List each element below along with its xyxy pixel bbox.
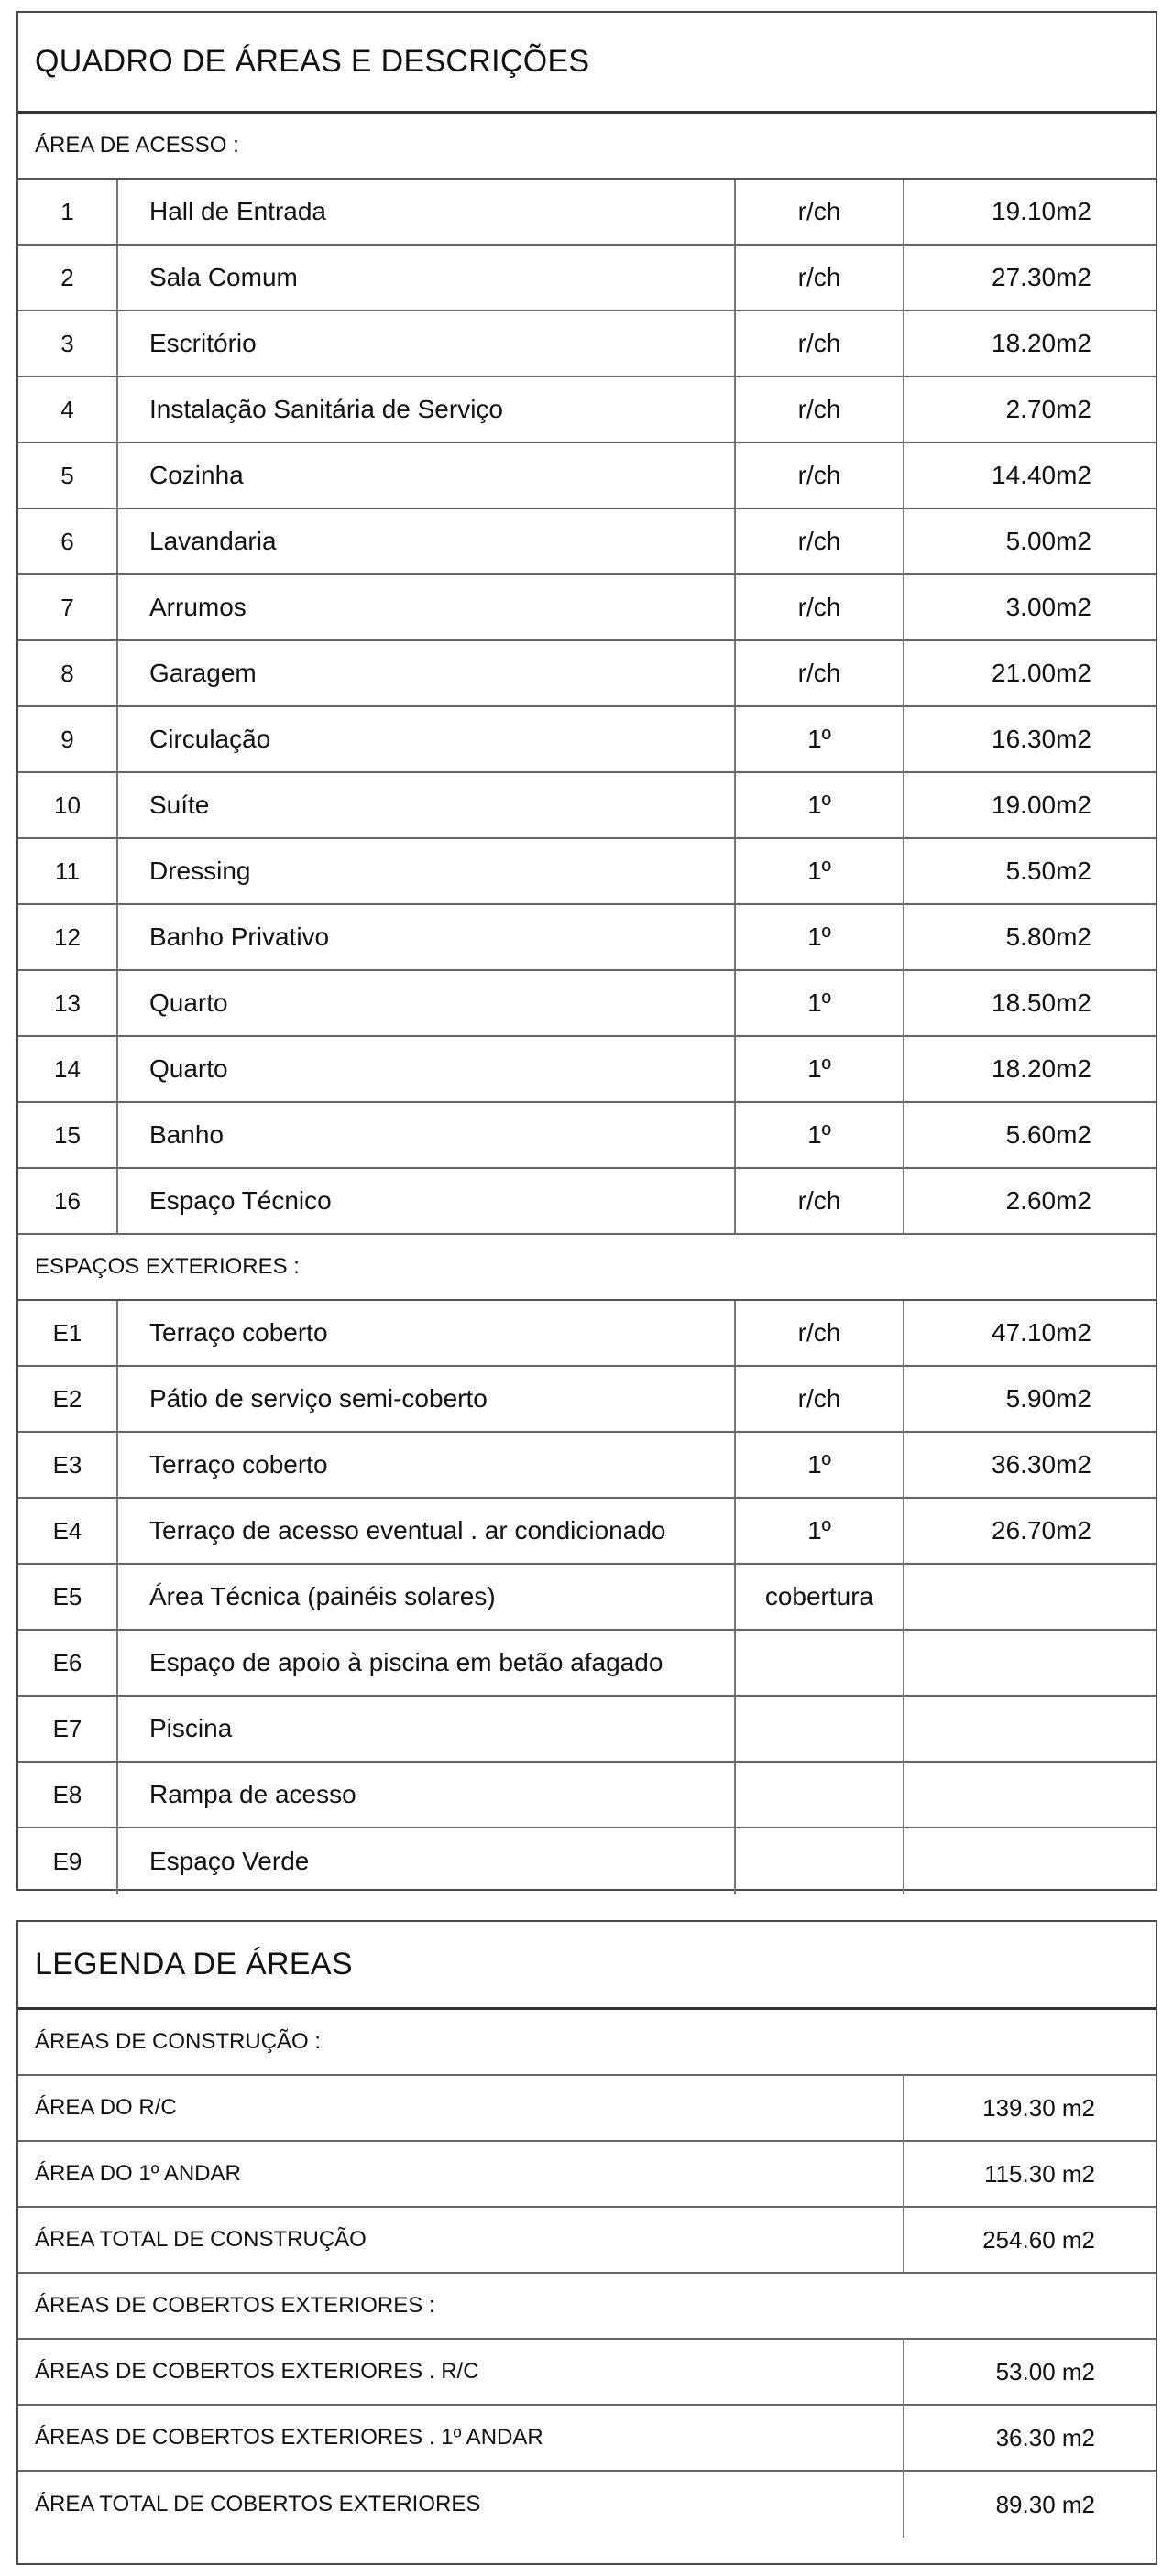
- row-number: E3: [18, 1433, 118, 1497]
- row-floor: 1º: [736, 1499, 904, 1563]
- row-floor: r/ch: [736, 1169, 904, 1233]
- row-description: Circulação: [118, 707, 736, 771]
- row-number: E2: [18, 1367, 118, 1431]
- table-row: [18, 377, 1156, 443]
- row-description: Terraço coberto: [118, 1433, 736, 1497]
- row-area: 5.60m2: [1005, 1120, 1091, 1149]
- row-floor: [736, 1631, 904, 1695]
- row-description: Hall de Entrada: [118, 180, 736, 244]
- row-area: [904, 1697, 1156, 1761]
- row-area: 26.70m2: [992, 1516, 1091, 1545]
- table-row: [18, 1828, 1156, 1894]
- row-floor: r/ch: [736, 1301, 904, 1365]
- row-floor: r/ch: [736, 246, 904, 310]
- row-floor: [736, 1828, 904, 1894]
- legend-row: [18, 2406, 1156, 2472]
- row-description: Cozinha: [118, 443, 736, 508]
- table-row: [18, 1631, 1156, 1697]
- row-number: E6: [18, 1631, 118, 1695]
- row-area: 21.00m2: [992, 659, 1091, 687]
- section-header: ÁREA DE ACESSO :: [18, 114, 1156, 180]
- legend-section-header: ÁREAS DE COBERTOS EXTERIORES :: [18, 2274, 1156, 2340]
- row-area: 19.00m2: [992, 791, 1091, 819]
- row-area: 5.80m2: [1005, 922, 1091, 951]
- row-area: 14.40m2: [992, 461, 1091, 489]
- row-area: 18.20m2: [992, 329, 1091, 357]
- table-row: [18, 1367, 1156, 1433]
- row-description: Garagem: [118, 641, 736, 705]
- row-number: E9: [18, 1828, 118, 1894]
- row-description: Espaço Técnico: [118, 1169, 736, 1233]
- table-row: [18, 575, 1156, 641]
- table-row: [18, 905, 1156, 971]
- row-number: 12: [18, 905, 118, 969]
- legend-row: [18, 2142, 1156, 2208]
- row-number: 14: [18, 1037, 118, 1101]
- row-area: 2.70m2: [1005, 395, 1091, 423]
- row-number: 3: [18, 311, 118, 376]
- legend-label: ÁREA DO 1º ANDAR: [18, 2142, 904, 2206]
- row-floor: 1º: [736, 1103, 904, 1167]
- table-row: [18, 1037, 1156, 1103]
- row-description: Quarto: [118, 1037, 736, 1101]
- row-floor: 1º: [736, 707, 904, 771]
- row-number: 7: [18, 575, 118, 639]
- row-number: 16: [18, 1169, 118, 1233]
- row-floor: [736, 1697, 904, 1761]
- table-row: [18, 1301, 1156, 1367]
- table-row: [18, 443, 1156, 509]
- legend-value: 139.30 m2: [982, 2093, 1095, 2122]
- legend-row: [18, 2340, 1156, 2406]
- legend-row: [18, 2208, 1156, 2274]
- row-description: Quarto: [118, 971, 736, 1035]
- row-floor: r/ch: [736, 641, 904, 705]
- row-description: Área Técnica (painéis solares): [118, 1565, 736, 1629]
- row-number: 4: [18, 377, 118, 442]
- row-area: 47.10m2: [992, 1318, 1091, 1347]
- row-area: [904, 1565, 1156, 1629]
- row-floor: 1º: [736, 1433, 904, 1497]
- row-area: 3.00m2: [1005, 593, 1091, 621]
- row-area: 18.20m2: [992, 1054, 1091, 1083]
- table-row: [18, 1433, 1156, 1499]
- table-row: [18, 1763, 1156, 1828]
- row-floor: 1º: [736, 905, 904, 969]
- row-floor: [736, 1763, 904, 1827]
- legend-value: 53.00 m2: [995, 2357, 1095, 2385]
- row-number: 11: [18, 839, 118, 903]
- row-number: 9: [18, 707, 118, 771]
- table-row: [18, 1697, 1156, 1763]
- row-area: 18.50m2: [992, 988, 1091, 1017]
- row-description: Rampa de acesso: [118, 1763, 736, 1827]
- legend-section-header: ÁREAS DE CONSTRUÇÃO :: [18, 2010, 1156, 2076]
- row-number: E8: [18, 1763, 118, 1827]
- row-floor: r/ch: [736, 509, 904, 573]
- row-description: Arrumos: [118, 575, 736, 639]
- row-area: [904, 1631, 1156, 1695]
- row-area: 5.90m2: [1005, 1384, 1091, 1413]
- row-description: Escritório: [118, 311, 736, 376]
- legend-value: 115.30 m2: [984, 2159, 1095, 2188]
- row-floor: r/ch: [736, 180, 904, 244]
- row-description: Piscina: [118, 1697, 736, 1761]
- row-floor: r/ch: [736, 575, 904, 639]
- row-area: 27.30m2: [992, 263, 1091, 291]
- table-row: [18, 641, 1156, 707]
- row-area: [904, 1828, 1156, 1894]
- row-area: 2.60m2: [1005, 1186, 1091, 1215]
- table-row: [18, 311, 1156, 377]
- legend-row: [18, 2472, 1156, 2538]
- row-area: 36.30m2: [992, 1450, 1091, 1479]
- row-floor: r/ch: [736, 1367, 904, 1431]
- row-number: 2: [18, 246, 118, 310]
- areas-table: [16, 11, 1157, 1891]
- row-number: 13: [18, 971, 118, 1035]
- row-description: Banho: [118, 1103, 736, 1167]
- row-number: 10: [18, 773, 118, 837]
- row-description: Suíte: [118, 773, 736, 837]
- row-floor: r/ch: [736, 311, 904, 376]
- areas-table-title: QUADRO DE ÁREAS E DESCRIÇÕES: [18, 13, 1156, 114]
- row-number: E1: [18, 1301, 118, 1365]
- legend-value: 254.60 m2: [982, 2225, 1095, 2254]
- row-description: Pátio de serviço semi-coberto: [118, 1367, 736, 1431]
- areas-table-body: [18, 114, 1156, 1894]
- legend-row: [18, 2076, 1156, 2142]
- table-row: [18, 707, 1156, 773]
- table-row: [18, 1103, 1156, 1169]
- row-number: 15: [18, 1103, 118, 1167]
- table-row: [18, 180, 1156, 246]
- row-description: Terraço de acesso eventual . ar condicionado: [118, 1499, 736, 1563]
- row-description: Instalação Sanitária de Serviço: [118, 377, 736, 442]
- table-row: [18, 1169, 1156, 1235]
- row-description: Dressing: [118, 839, 736, 903]
- row-floor: 1º: [736, 971, 904, 1035]
- row-area: 19.10m2: [992, 197, 1091, 225]
- row-floor: r/ch: [736, 443, 904, 508]
- row-number: 5: [18, 443, 118, 508]
- row-area: [904, 1763, 1156, 1827]
- row-description: Sala Comum: [118, 246, 736, 310]
- legend-value: 89.30 m2: [995, 2490, 1095, 2518]
- row-description: Lavandaria: [118, 509, 736, 573]
- row-area: 5.00m2: [1005, 527, 1091, 555]
- legend-table: [16, 1920, 1157, 2565]
- row-number: E4: [18, 1499, 118, 1563]
- legend-label: ÁREA TOTAL DE COBERTOS EXTERIORES: [18, 2472, 904, 2538]
- row-floor: cobertura: [736, 1565, 904, 1629]
- row-description: Terraço coberto: [118, 1301, 736, 1365]
- row-floor: 1º: [736, 773, 904, 837]
- table-row: [18, 971, 1156, 1037]
- legend-table-title: LEGENDA DE ÁREAS: [18, 1922, 1156, 2010]
- table-row: [18, 839, 1156, 905]
- row-number: 6: [18, 509, 118, 573]
- section-header: ESPAÇOS EXTERIORES :: [18, 1235, 1156, 1301]
- row-number: E5: [18, 1565, 118, 1629]
- table-row: [18, 1499, 1156, 1565]
- row-description: Espaço Verde: [118, 1828, 736, 1894]
- legend-label: ÁREA DO R/C: [18, 2076, 904, 2140]
- legend-value: 36.30 m2: [995, 2423, 1095, 2451]
- legend-label: ÁREA TOTAL DE CONSTRUÇÃO: [18, 2208, 904, 2272]
- row-floor: r/ch: [736, 377, 904, 442]
- table-row: [18, 1565, 1156, 1631]
- row-area: 16.30m2: [992, 725, 1091, 753]
- legend-label: ÁREAS DE COBERTOS EXTERIORES . R/C: [18, 2340, 904, 2404]
- row-floor: 1º: [736, 1037, 904, 1101]
- legend-label: ÁREAS DE COBERTOS EXTERIORES . 1º ANDAR: [18, 2406, 904, 2470]
- table-row: [18, 246, 1156, 311]
- row-description: Banho Privativo: [118, 905, 736, 969]
- row-number: 8: [18, 641, 118, 705]
- row-area: 5.50m2: [1005, 857, 1091, 885]
- table-row: [18, 509, 1156, 575]
- row-number: E7: [18, 1697, 118, 1761]
- row-floor: 1º: [736, 839, 904, 903]
- table-row: [18, 773, 1156, 839]
- legend-table-body: [18, 2010, 1156, 2538]
- row-number: 1: [18, 180, 118, 244]
- row-description: Espaço de apoio à piscina em betão afagado: [118, 1631, 736, 1695]
